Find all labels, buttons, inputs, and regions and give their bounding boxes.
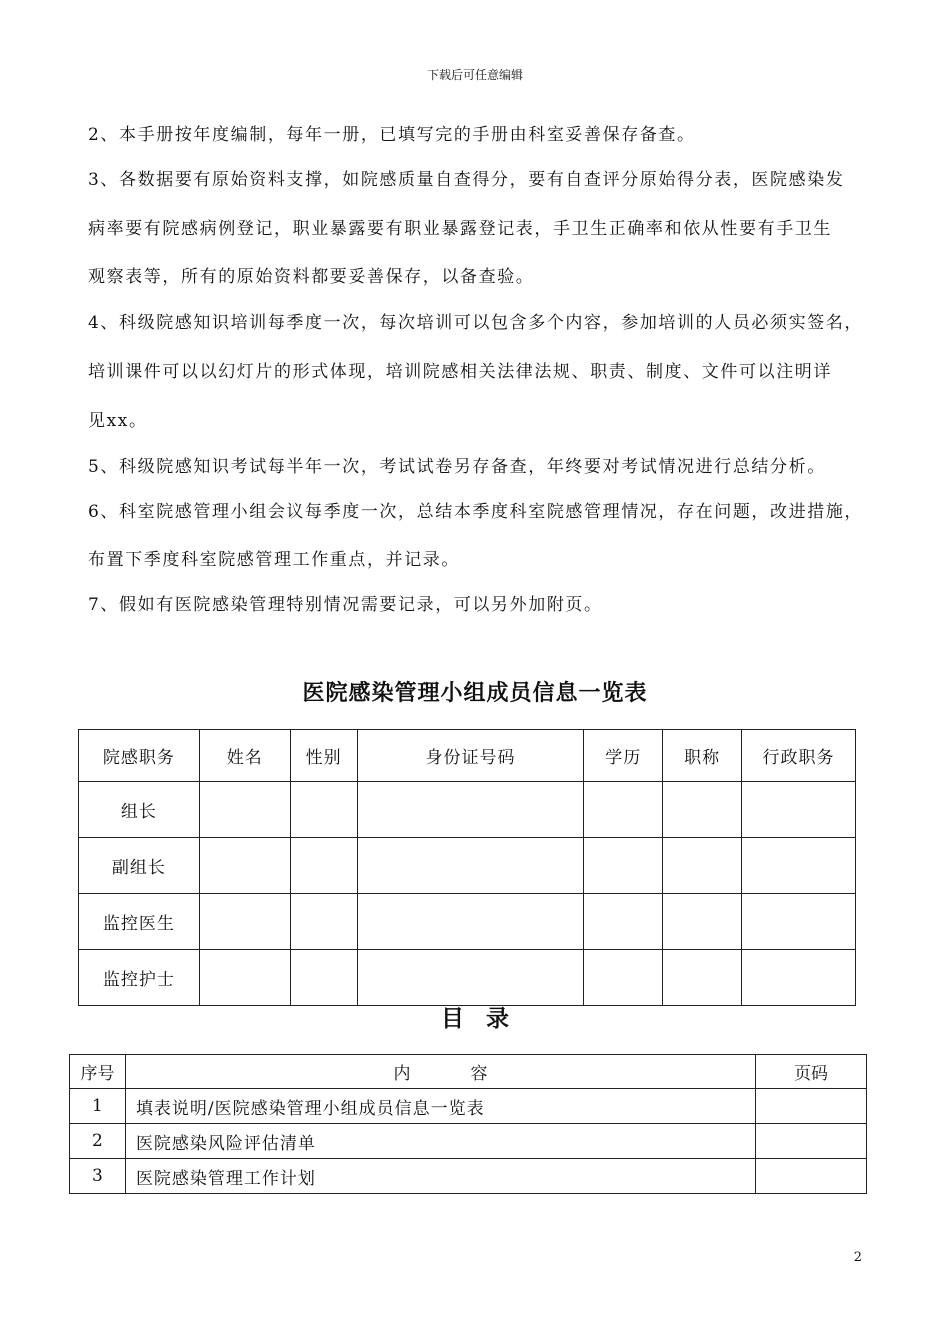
- paragraph-4-line-2: 培训课件可以以幻灯片的形式体现，培训院感相关法律法规、职责、制度、文件可以注明详: [88, 362, 832, 382]
- paragraph-2: 2、本手册按年度编制，每年一册，已填写完的手册由科室妥善保存备查。: [88, 125, 696, 145]
- empty-cell: [290, 894, 357, 950]
- empty-cell: [742, 838, 856, 894]
- paragraph-4-line-3: 见xx。: [88, 411, 148, 431]
- paragraph-6-line-1: 6、科室院感管理小组会议每季度一次，总结本季度科室院感管理情况，存在问题，改进措施，: [88, 502, 864, 522]
- empty-cell: [742, 950, 856, 1006]
- header-cell: 学历: [584, 730, 663, 782]
- paragraph-7: 7、假如有医院感染管理特别情况需要记录，可以另外加附页。: [88, 595, 603, 615]
- toc-row: [70, 1124, 867, 1159]
- toc-row-page: [756, 1089, 867, 1124]
- toc-row-number: 3: [70, 1159, 126, 1194]
- empty-cell: [290, 950, 357, 1006]
- toc-row-number: 1: [70, 1089, 126, 1124]
- empty-cell: [663, 838, 742, 894]
- header-cell: 身份证号码: [357, 730, 584, 782]
- toc-row-content: 医院感染风险评估清单: [125, 1124, 755, 1159]
- header-cell: 姓名: [199, 730, 290, 782]
- table-row: [79, 782, 856, 838]
- paragraph-4-line-1: 4、科级院感知识培训每季度一次，每次培训可以包含多个内容，参加培训的人员必须实签名，: [88, 313, 864, 333]
- empty-cell: [199, 894, 290, 950]
- role-cell: 组长: [79, 782, 200, 838]
- members-table-title: 医院感染管理小组成员信息一览表: [302, 680, 648, 706]
- empty-cell: [357, 950, 584, 1006]
- header-note: 下载后可任意编辑: [426, 68, 523, 82]
- toc-title: 目录: [441, 1005, 531, 1032]
- header-cell: 性别: [290, 730, 357, 782]
- toc-header-page: 页码: [756, 1055, 867, 1089]
- empty-cell: [742, 782, 856, 838]
- empty-cell: [584, 894, 663, 950]
- toc-header-row: [70, 1055, 867, 1089]
- table-row: [79, 894, 856, 950]
- empty-cell: [584, 838, 663, 894]
- header-cell: 行政职务: [742, 730, 856, 782]
- empty-cell: [199, 782, 290, 838]
- table-row: [79, 838, 856, 894]
- toc-header-content: 内容: [125, 1055, 755, 1089]
- paragraph-6-line-2: 布置下季度科室院感管理工作重点，并记录。: [88, 550, 460, 570]
- empty-cell: [290, 838, 357, 894]
- empty-cell: [199, 950, 290, 1006]
- table-row: [79, 950, 856, 1006]
- empty-cell: [199, 838, 290, 894]
- empty-cell: [663, 894, 742, 950]
- role-cell: 副组长: [79, 838, 200, 894]
- toc-row-page: [756, 1159, 867, 1194]
- header-cell: 院感职务: [79, 730, 200, 782]
- toc-row: [70, 1089, 867, 1124]
- paragraph-3-line-2: 病率要有院感病例登记，职业暴露要有职业暴露登记表，手卫生正确率和依从性要有手卫生: [88, 219, 832, 239]
- empty-cell: [584, 782, 663, 838]
- paragraph-5: 5、科级院感知识考试每半年一次，考试试卷另存备查，年终要对考试情况进行总结分析。: [88, 457, 826, 477]
- empty-cell: [742, 894, 856, 950]
- page-number: 2: [853, 1250, 862, 1265]
- paragraph-3-line-3: 观察表等，所有的原始资料都要妥善保存，以备查验。: [88, 267, 535, 287]
- empty-cell: [584, 950, 663, 1006]
- empty-cell: [290, 782, 357, 838]
- role-cell: 监控医生: [79, 894, 200, 950]
- empty-cell: [663, 782, 742, 838]
- role-cell: 监控护士: [79, 950, 200, 1006]
- header-cell: 职称: [663, 730, 742, 782]
- toc-row-content: 填表说明/医院感染管理小组成员信息一览表: [125, 1089, 755, 1124]
- toc-row: [70, 1159, 867, 1194]
- empty-cell: [357, 838, 584, 894]
- members-table: [78, 729, 856, 1006]
- toc-row-content: 医院感染管理工作计划: [125, 1159, 755, 1194]
- toc-row-number: 2: [70, 1124, 126, 1159]
- toc-row-page: [756, 1124, 867, 1159]
- empty-cell: [357, 782, 584, 838]
- toc-table: [69, 1054, 867, 1194]
- toc-header-number: 序号: [70, 1055, 126, 1089]
- paragraph-3-line-1: 3、各数据要有原始资料支撑，如院感质量自查得分，要有自查评分原始得分表，医院感染发: [88, 170, 845, 190]
- members-table-header-row: [79, 730, 856, 782]
- empty-cell: [357, 894, 584, 950]
- empty-cell: [663, 950, 742, 1006]
